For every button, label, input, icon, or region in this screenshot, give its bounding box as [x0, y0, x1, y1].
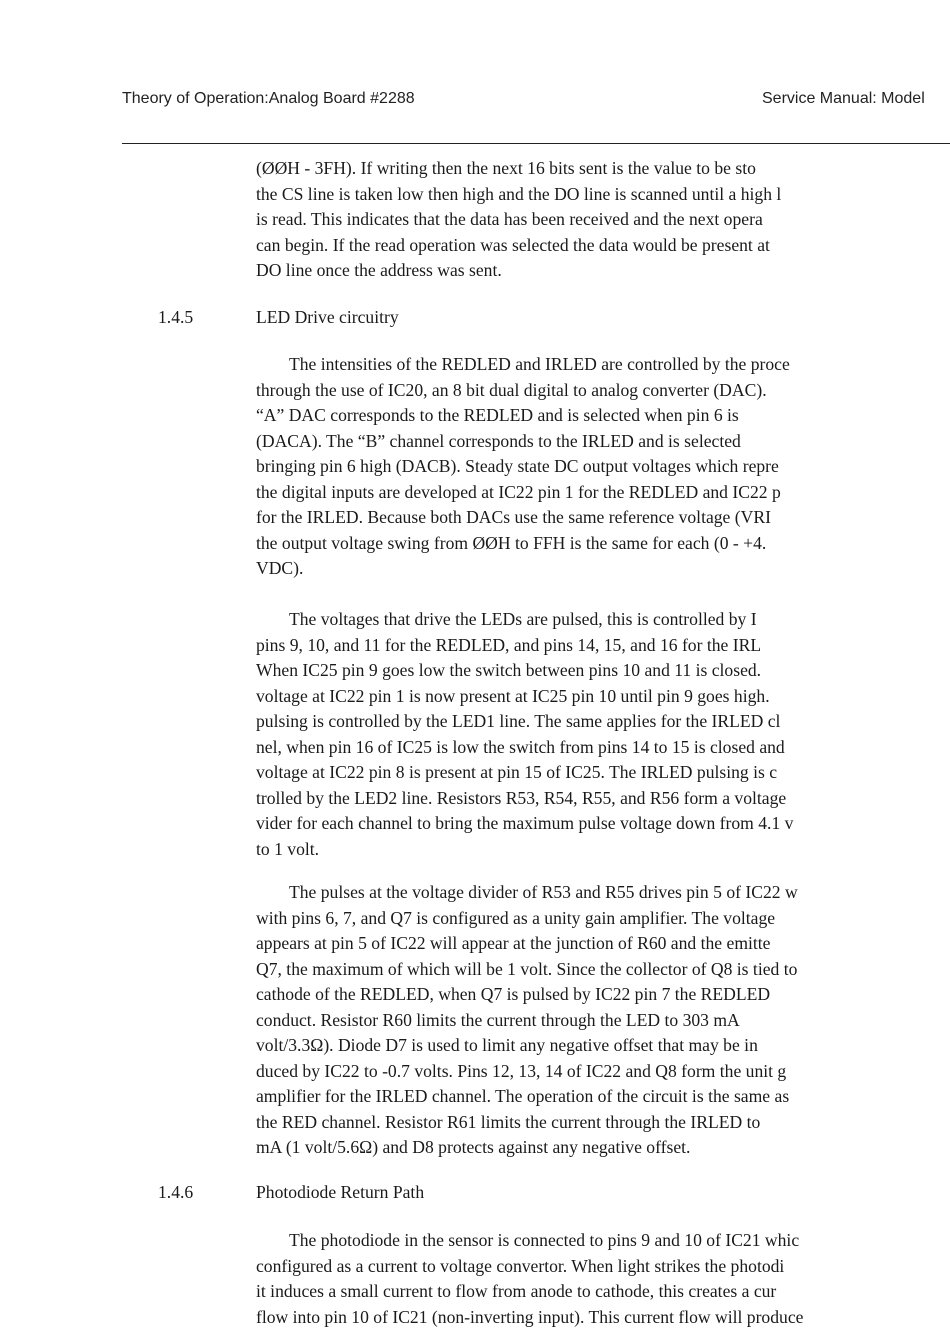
text-line: the digital inputs are developed at IC22 pin 1 for the REDLED and IC22 p: [256, 481, 781, 502]
text-line: the output voltage swing from ØØH to FFH is the same for each (0 - +4.: [256, 532, 767, 553]
text-line: The voltages that drive the LEDs are pulsed, this is controlled by I: [289, 609, 757, 629]
text-line: (ØØH - 3FH). If writing then the next 16 bits sent is the value to be sto: [256, 158, 756, 178]
paragraph-photodiode: [256, 1228, 950, 1330]
text-line: appears at pin 5 of IC22 will appear at the junction of R60 and the emitte: [256, 933, 771, 953]
text-line: pins 9, 10, and 11 for the REDLED, and pins 14, 15, and 16 for the IRL: [256, 634, 762, 655]
text-line: The intensities of the REDLED and IRLED are controlled by the proce: [289, 354, 790, 374]
text-line: VDC).: [256, 558, 304, 578]
text-line: volt/3.3Ω). Diode D7 is used to limit any negative offset that may be in: [256, 1035, 758, 1055]
text-line: When IC25 pin 9 goes low the switch between pins 10 and 11 is closed.: [256, 660, 762, 680]
text-line: for the IRLED. Because both DACs use the same reference voltage (VRI: [256, 507, 771, 527]
section-title-led-drive: LED Drive circuitry: [256, 307, 399, 327]
text-line: with pins 6, 7, and Q7 is configured as a unity gain amplifier. The voltage: [256, 907, 776, 928]
text-line: flow into pin 10 of IC21 (non-inverting input). This current flow will produce: [256, 1306, 804, 1327]
text-line: duced by IC22 to -0.7 volts. Pins 12, 13, 14 of IC22 and Q8 form the unit g: [256, 1060, 787, 1081]
text-line: trolled by the LED2 line. Resistors R53, R54, R55, and R56 form a voltage: [256, 787, 787, 808]
paragraph-eeprom-continued: [256, 156, 950, 284]
text-line: configured as a current to voltage convertor. When light strikes the photodi: [256, 1255, 785, 1276]
text-line: mA (1 volt/5.6Ω) and D8 protects against any negative offset.: [256, 1137, 691, 1157]
text-line: through the use of IC20, an 8 bit dual digital to analog converter (DAC).: [256, 379, 767, 400]
text-line: the RED channel. Resistor R61 limits the current through the IRLED to: [256, 1111, 761, 1132]
text-line: voltage at IC22 pin 1 is now present at IC25 pin 10 until pin 9 goes high.: [256, 685, 770, 706]
text-line: pulsing is controlled by the LED1 line. The same applies for the IRLED cl: [256, 711, 781, 731]
text-line: DO line once the address was sent.: [256, 260, 502, 280]
paragraph-led-amplifier: [256, 880, 950, 1161]
text-line: can begin. If the read operation was selected the data would be present at: [256, 234, 770, 255]
running-header-left: Theory of Operation:Analog Board #2288: [122, 90, 415, 107]
text-line: nel, when pin 16 of IC25 is low the switch from pins 14 to 15 is closed and: [256, 736, 785, 757]
header-rule: [122, 143, 950, 144]
paragraph-led-pulsing: [256, 607, 950, 862]
section-number-1-4-6: 1.4.6: [158, 1182, 194, 1202]
text-line: “A” DAC corresponds to the REDLED and is selected when pin 6 is: [256, 405, 739, 425]
text-line: is read. This indicates that the data has been received and the next opera: [256, 209, 763, 229]
paragraph-led-intensity: [256, 352, 950, 582]
text-line: bringing pin 6 high (DACB). Steady state DC output voltages which repre: [256, 456, 779, 476]
text-line: The pulses at the voltage divider of R53 and R55 drives pin 5 of IC22 w: [289, 882, 798, 902]
section-number-1-4-5: 1.4.5: [158, 307, 194, 327]
text-line: The photodiode in the sensor is connected to pins 9 and 10 of IC21 whic: [289, 1230, 800, 1250]
text-line: (DACA). The “B” channel corresponds to the IRLED and is selected: [256, 430, 741, 451]
text-line: to 1 volt.: [256, 838, 320, 859]
section-title-photodiode-return: Photodiode Return Path: [256, 1182, 425, 1202]
text-line: conduct. Resistor R60 limits the current through the LED to 303 mA: [256, 1009, 740, 1030]
text-line: the CS line is taken low then high and the DO line is scanned until a high l: [256, 183, 782, 204]
text-line: voltage at IC22 pin 8 is present at pin 15 of IC25. The IRLED pulsing is c: [256, 762, 778, 782]
running-header-right: Service Manual: Model: [762, 90, 925, 107]
text-line: vider for each channel to bring the maximum pulse voltage down from 4.1 v: [256, 813, 794, 833]
text-line: it induces a small current to flow from anode to cathode, this creates a cur: [256, 1281, 777, 1301]
text-line: cathode of the REDLED, when Q7 is pulsed by IC22 pin 7 the REDLED: [256, 984, 771, 1004]
text-line: amplifier for the IRLED channel. The operation of the circuit is the same as: [256, 1086, 790, 1106]
text-line: Q7, the maximum of which will be 1 volt. Since the collector of Q8 is tied to: [256, 958, 798, 979]
